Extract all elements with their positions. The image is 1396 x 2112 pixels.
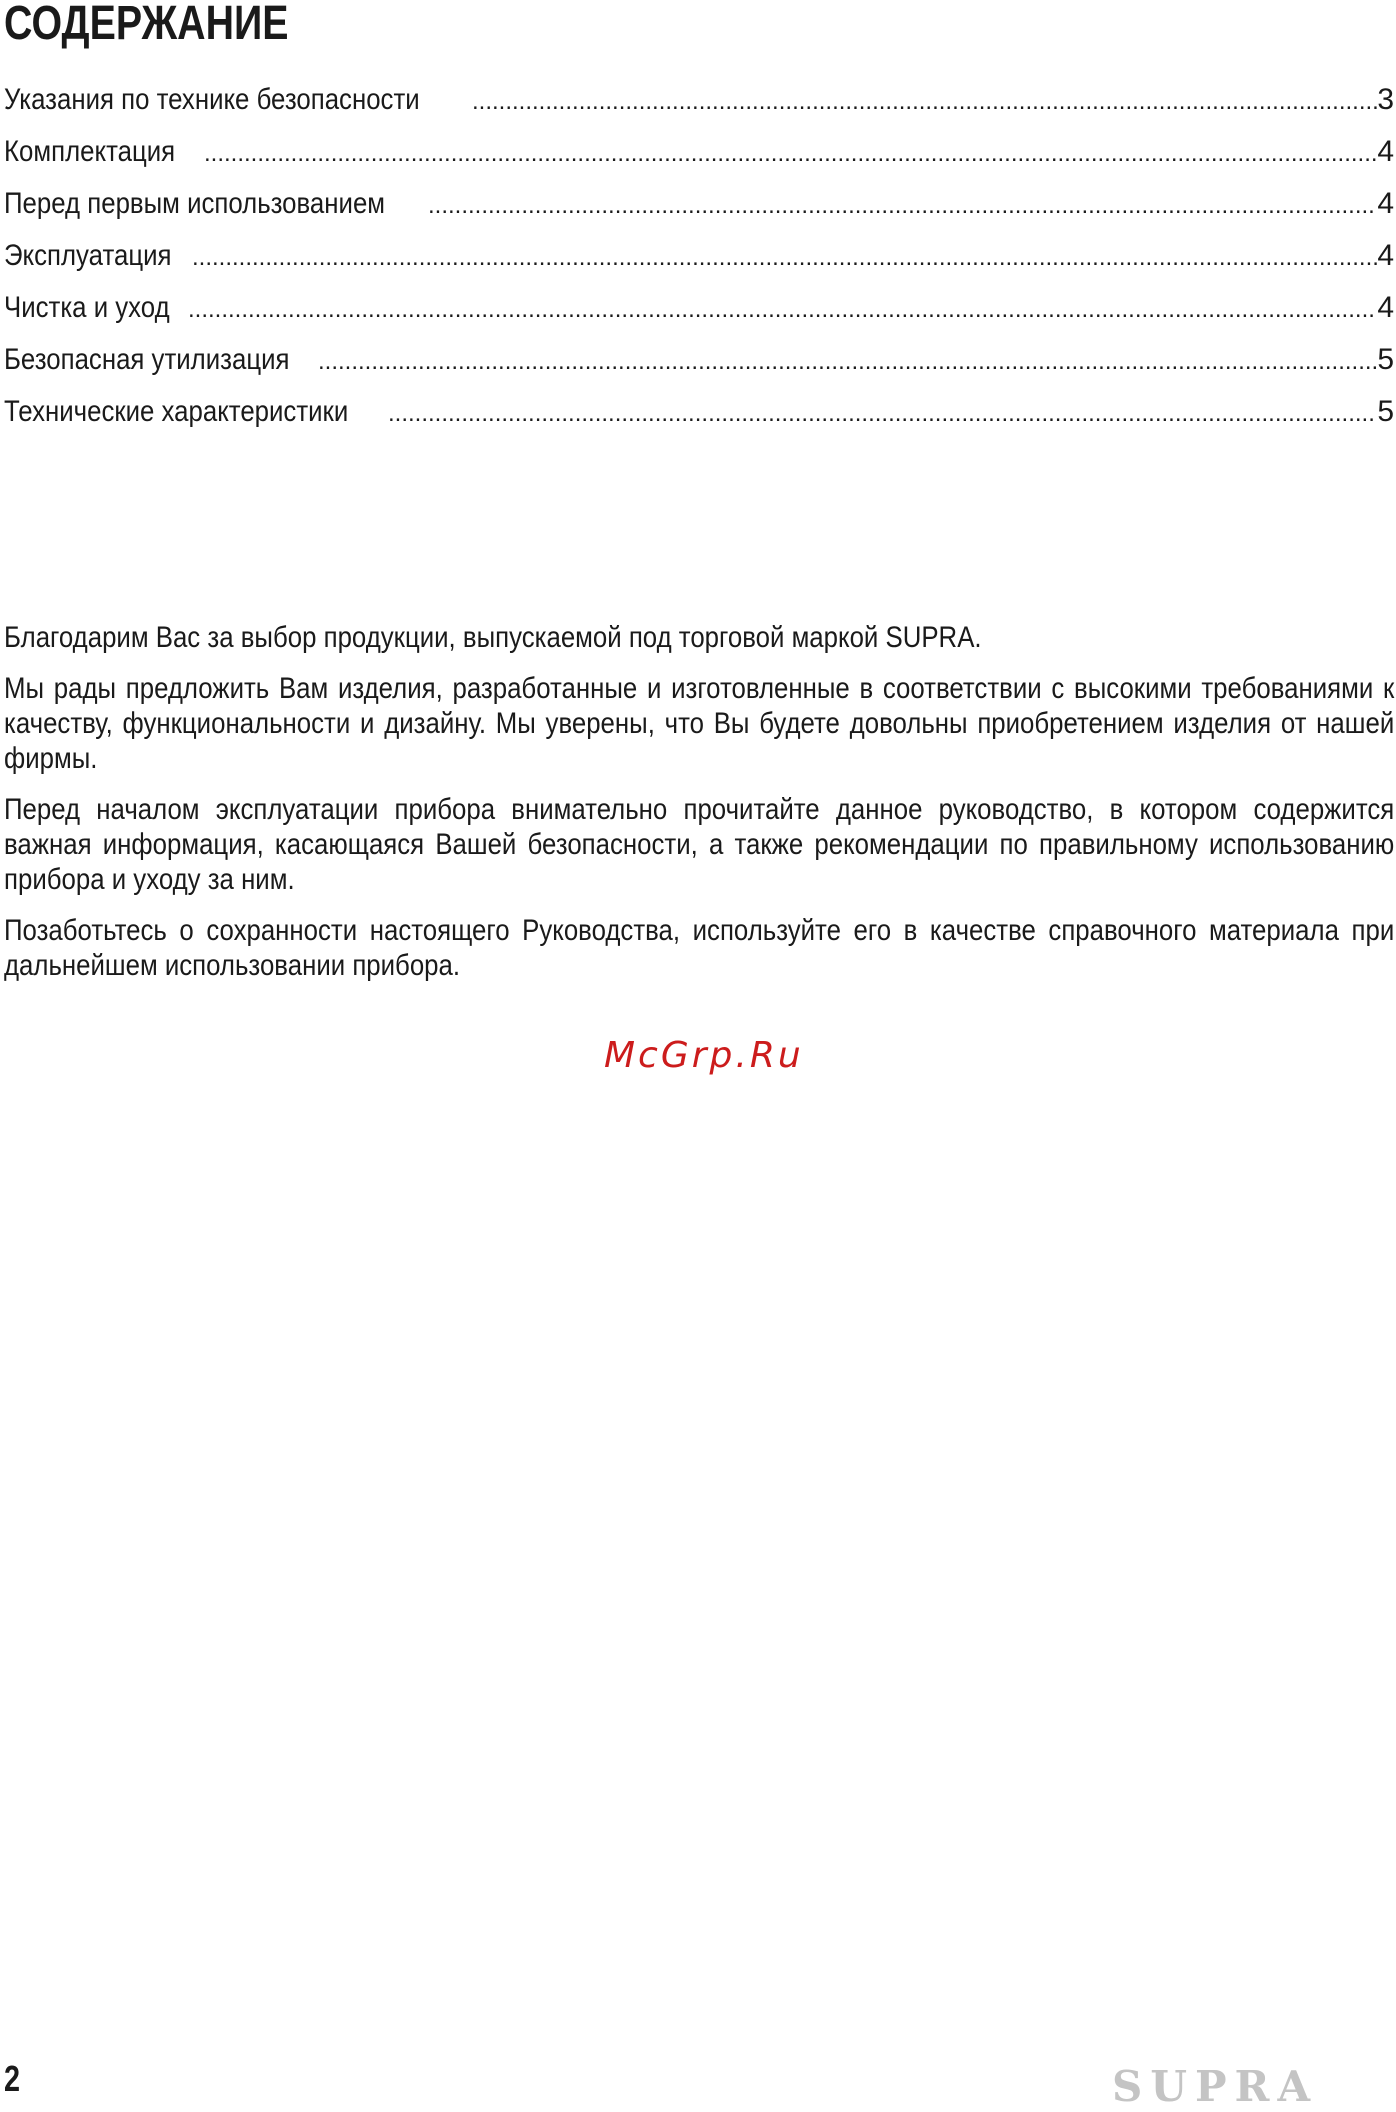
- page-heading: СОДЕРЖАНИЕ: [4, 0, 289, 50]
- toc-entry-page: 4: [1377, 239, 1394, 272]
- toc-entry-title: Эксплуатация: [4, 239, 172, 272]
- intro-paragraph: Позаботьтесь о сохранности настоящего Руководства, используйте его в качестве справочного материала при дальнейшем использовании прибора.: [4, 914, 1395, 982]
- toc-entry[interactable]: [4, 178, 1394, 230]
- toc-entry-title: Технические характеристики: [4, 395, 349, 428]
- toc-entry-page: 5: [1377, 343, 1394, 376]
- supra-logo: SUPRA: [1112, 2062, 1319, 2111]
- toc-entry-title: Безопасная утилизация: [4, 343, 290, 376]
- toc-leader-dots: [428, 180, 1377, 232]
- toc-leader-dots: [388, 388, 1377, 440]
- toc-entry[interactable]: [4, 386, 1394, 438]
- toc-entry-title: Указания по технике безопасности: [4, 83, 420, 116]
- watermark-text: McGrp.Ru: [604, 1035, 804, 1076]
- toc-entry[interactable]: [4, 334, 1394, 386]
- toc-entry-title: Чистка и уход: [4, 291, 170, 324]
- toc-entry-title: Перед первым использованием: [4, 187, 386, 220]
- toc-entry-page: 5: [1377, 395, 1394, 428]
- intro-paragraph: Благодарим Вас за выбор продукции, выпускаемой под торговой маркой SUPRA.: [4, 621, 982, 654]
- toc-leader-dots: [204, 128, 1377, 180]
- toc-entry[interactable]: [4, 282, 1394, 334]
- toc-entry-page: 4: [1377, 187, 1394, 220]
- intro-text: [4, 620, 1394, 999]
- toc-entry[interactable]: [4, 230, 1394, 282]
- toc-entry-page: 4: [1377, 135, 1394, 168]
- toc-entry[interactable]: [4, 126, 1394, 178]
- page-number: 2: [4, 2058, 21, 2099]
- toc-leader-dots: [472, 76, 1377, 128]
- toc-entry-page: 3: [1377, 83, 1394, 116]
- toc-entry[interactable]: [4, 74, 1394, 126]
- intro-paragraph: Перед началом эксплуатации прибора внимательно прочитайте данное руководство, в котором содержится важная информация, касающаяся Вашей безопасности, а также рекомендации по правильному использованию прибора и уходу за ним.: [4, 793, 1395, 896]
- table-of-contents: [4, 74, 1394, 438]
- toc-entry-title: Комплектация: [4, 135, 176, 168]
- toc-leader-dots: [318, 336, 1377, 388]
- toc-leader-dots: [192, 232, 1377, 284]
- intro-paragraph: Мы рады предложить Вам изделия, разработанные и изготовленные в соответствии с высокими требованиями к качеству, функциональности и дизайну. Мы уверены, что Вы будете довольны приобретением изделия от нашей фирмы.: [4, 672, 1395, 775]
- toc-entry-page: 4: [1377, 291, 1394, 324]
- toc-leader-dots: [188, 284, 1377, 336]
